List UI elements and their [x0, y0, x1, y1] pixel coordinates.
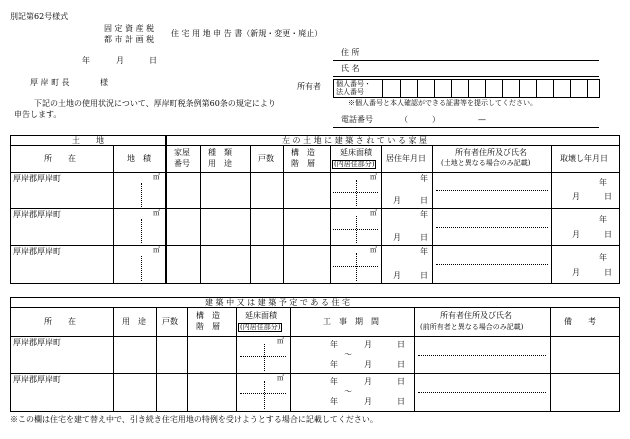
col-structure-2: 階 層 — [196, 322, 220, 331]
demolition-month: 月 — [572, 230, 580, 239]
col-house-no-2: 番号 — [174, 159, 190, 168]
end-month: 月 — [364, 360, 372, 369]
col-type-2: 用 途 — [208, 159, 232, 168]
date-year-label: 年 — [82, 56, 90, 65]
residence-month: 月 — [393, 271, 401, 280]
col-structure-2: 階 層 — [291, 159, 315, 168]
date-month-label: 月 — [116, 56, 124, 65]
col-floor-area-1: 延床面積 — [340, 148, 372, 157]
phone-line[interactable] — [333, 127, 599, 128]
residence-day: 日 — [420, 233, 428, 242]
addressee: 厚 岸 町 長 — [30, 78, 70, 87]
demolition-year: 年 — [599, 178, 607, 187]
demolition-month: 月 — [572, 268, 580, 277]
footnote: ※この欄は住宅を建て替え中で、引き続き住宅用地の特例を受けようとする場合に記載してください。 — [10, 415, 378, 424]
tax-name-city-planning: 都 市 計 画 税 — [104, 35, 155, 44]
owner-label: 所有者 — [297, 82, 321, 91]
floor-unit: ㎡ — [277, 374, 284, 382]
owner-name-line[interactable] — [333, 76, 599, 77]
start-year: 年 — [330, 340, 338, 349]
demolition-year: 年 — [599, 253, 607, 262]
area-unit: ㎡ — [153, 173, 160, 181]
period-tilde: ～ — [344, 387, 352, 396]
intro-line-2: 申告します。 — [14, 110, 62, 119]
col-area: 地 積 — [127, 154, 151, 163]
house-header: 左 の 土 地 に 建 築 さ れ て い る 家 屋 — [282, 136, 428, 145]
row-location: 厚岸郡厚岸町 — [13, 210, 61, 219]
phone-label: 電話番号 — [341, 115, 373, 124]
demolition-year: 年 — [599, 215, 607, 224]
owner-address-line[interactable] — [333, 60, 599, 61]
end-day: 日 — [397, 397, 405, 406]
col-use: 用 途 — [122, 317, 146, 326]
form-id: 別記第62号様式 — [10, 12, 69, 21]
col-construction-period: 工 事 期 間 — [323, 317, 379, 326]
phone-paren-close: ） — [432, 115, 440, 124]
row-location: 厚岸郡厚岸町 — [13, 375, 61, 384]
col-residence-date: 居住年月日 — [386, 154, 426, 163]
document-title: 住 宅 用 地 申 告 書（新規・変更・廃止） — [171, 29, 323, 38]
col-type-1: 種 類 — [208, 148, 232, 157]
construction-header: 建 築 中 又 は 建 築 予 定 で あ る 住 宅 — [205, 298, 351, 307]
col-location: 所 在 — [44, 317, 76, 326]
col-location: 所 在 — [44, 154, 76, 163]
demolition-day: 日 — [604, 230, 612, 239]
start-month: 月 — [364, 377, 372, 386]
owner-id-label-1: 個人番号・ — [336, 80, 371, 88]
residence-day: 日 — [420, 271, 428, 280]
col-units: 戸数 — [258, 154, 274, 163]
col-house-no-1: 家屋 — [174, 148, 190, 157]
intro-line-1: 下記の土地の使用状況について、厚岸町税条例第60条の規定により — [34, 99, 276, 108]
floor-unit: ㎡ — [370, 246, 377, 254]
start-year: 年 — [330, 377, 338, 386]
demolition-day: 日 — [604, 268, 612, 277]
owner-id-label-2: 法人番号 — [336, 88, 364, 96]
col-floor-area-1: 延床面積 — [245, 311, 277, 320]
col-remarks: 備 考 — [564, 317, 596, 326]
residence-year: 年 — [420, 247, 428, 256]
col-demolition-date: 取壊し年月日 — [560, 154, 608, 163]
residence-year: 年 — [420, 174, 428, 183]
col-structure-1: 構 造 — [291, 148, 315, 157]
owner-id-note: ※個人番号と本人確認ができる証書等を提示してください。 — [348, 99, 537, 107]
residence-day: 日 — [420, 196, 428, 205]
period-tilde: ～ — [344, 350, 352, 359]
col-owner-2: (土地と異なる場合のみ記載) — [441, 159, 531, 167]
col-units: 戸数 — [162, 317, 178, 326]
tax-name-fixed-asset: 固 定 資 産 税 — [104, 24, 155, 33]
col-owner-1: 所有者住所及び氏名 — [455, 148, 527, 157]
demolition-month: 月 — [572, 192, 580, 201]
start-month: 月 — [364, 340, 372, 349]
residence-month: 月 — [393, 233, 401, 242]
end-year: 年 — [330, 397, 338, 406]
col-floor-area-2: (内居住部分) — [240, 323, 281, 331]
floor-unit: ㎡ — [370, 173, 377, 181]
residence-month: 月 — [393, 196, 401, 205]
residence-year: 年 — [420, 210, 428, 219]
end-day: 日 — [397, 360, 405, 369]
honorific: 様 — [100, 78, 108, 87]
col-owner-1: 所有者住所及び氏名 — [440, 311, 512, 320]
area-unit: ㎡ — [153, 246, 160, 254]
end-month: 月 — [364, 397, 372, 406]
col-structure-1: 構 造 — [196, 311, 220, 320]
area-unit: ㎡ — [153, 209, 160, 217]
owner-address-label: 住 所 — [341, 48, 360, 57]
floor-unit: ㎡ — [277, 337, 284, 345]
start-day: 日 — [397, 377, 405, 386]
date-day-label: 日 — [149, 56, 157, 65]
phone-dash: — — [478, 115, 486, 124]
demolition-day: 日 — [604, 192, 612, 201]
col-owner-2: (前所有者と異なる場合のみ記載) — [420, 323, 524, 331]
row-location: 厚岸郡厚岸町 — [13, 247, 61, 256]
end-year: 年 — [330, 360, 338, 369]
land-header: 土 地 — [72, 136, 104, 145]
row-location: 厚岸郡厚岸町 — [13, 338, 61, 347]
row-location: 厚岸郡厚岸町 — [13, 174, 61, 183]
owner-name-label: 氏 名 — [341, 64, 360, 73]
phone-paren-open: （ — [400, 115, 408, 124]
start-day: 日 — [397, 340, 405, 349]
floor-unit: ㎡ — [370, 209, 377, 217]
col-floor-area-2: (内居住部分) — [334, 160, 375, 168]
